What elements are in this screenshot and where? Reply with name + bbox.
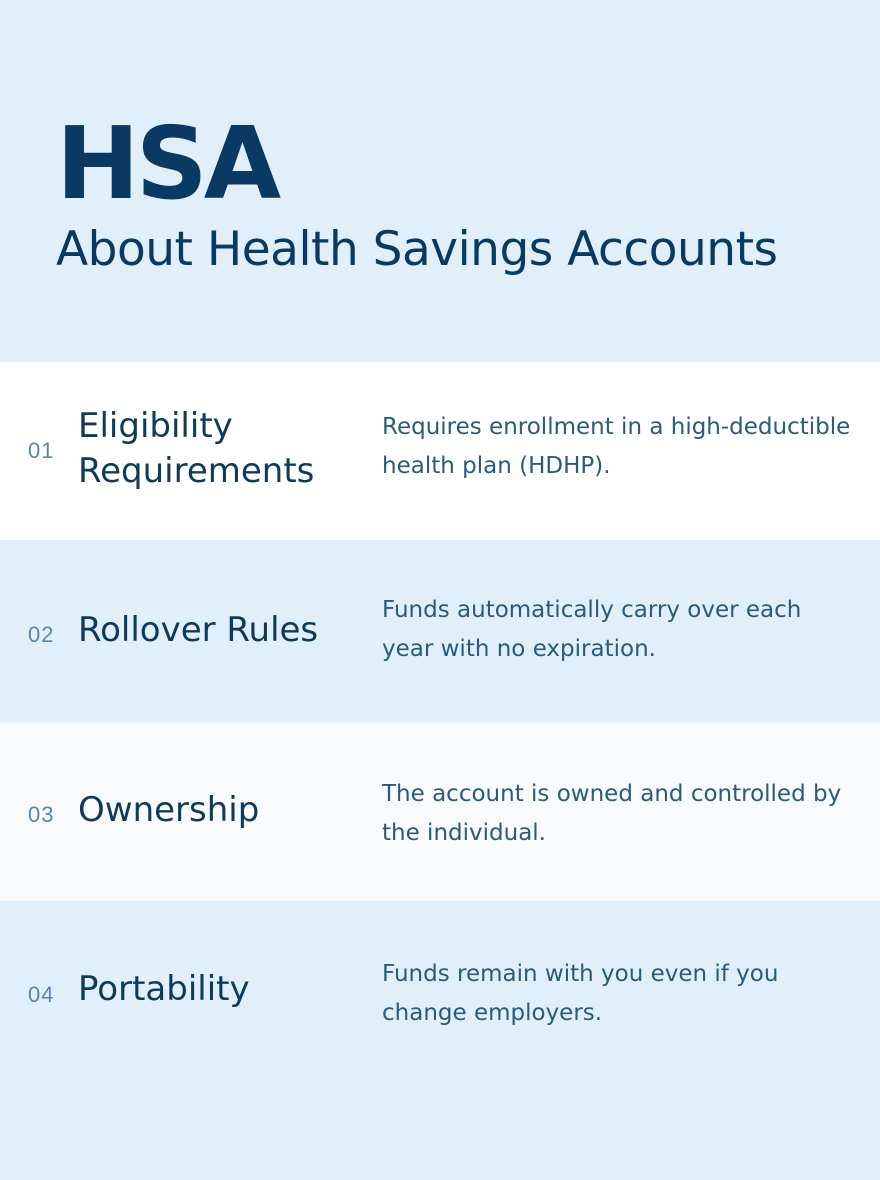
row-number: 03 [28,802,55,827]
row-label: Rollover Rules [78,610,319,650]
row-description: Funds remain with you even if you change employers. [382,961,779,1026]
row-description: Requires enrollment in a high-deductible health plan (HDHP). [382,414,851,479]
row-number: 04 [28,982,55,1007]
row-label: Portability [78,969,250,1009]
row-label: Ownership [78,790,260,830]
row-description: The account is owned and controlled by the individual. [382,781,842,846]
row-number: 02 [28,622,55,647]
page-subtitle: About Health Savings Accounts [56,222,778,277]
row-number: 01 [28,438,55,463]
list-item-ownership [0,722,880,901]
list-item-rollover [0,540,880,722]
list-item-eligibility [0,362,880,540]
header [0,0,880,362]
page-title: HSA [56,105,278,222]
row-label: Eligibility Requirements [78,406,315,491]
list-item-portability [0,901,880,1180]
row-description: Funds automatically carry over each year with no expiration. [382,597,802,662]
